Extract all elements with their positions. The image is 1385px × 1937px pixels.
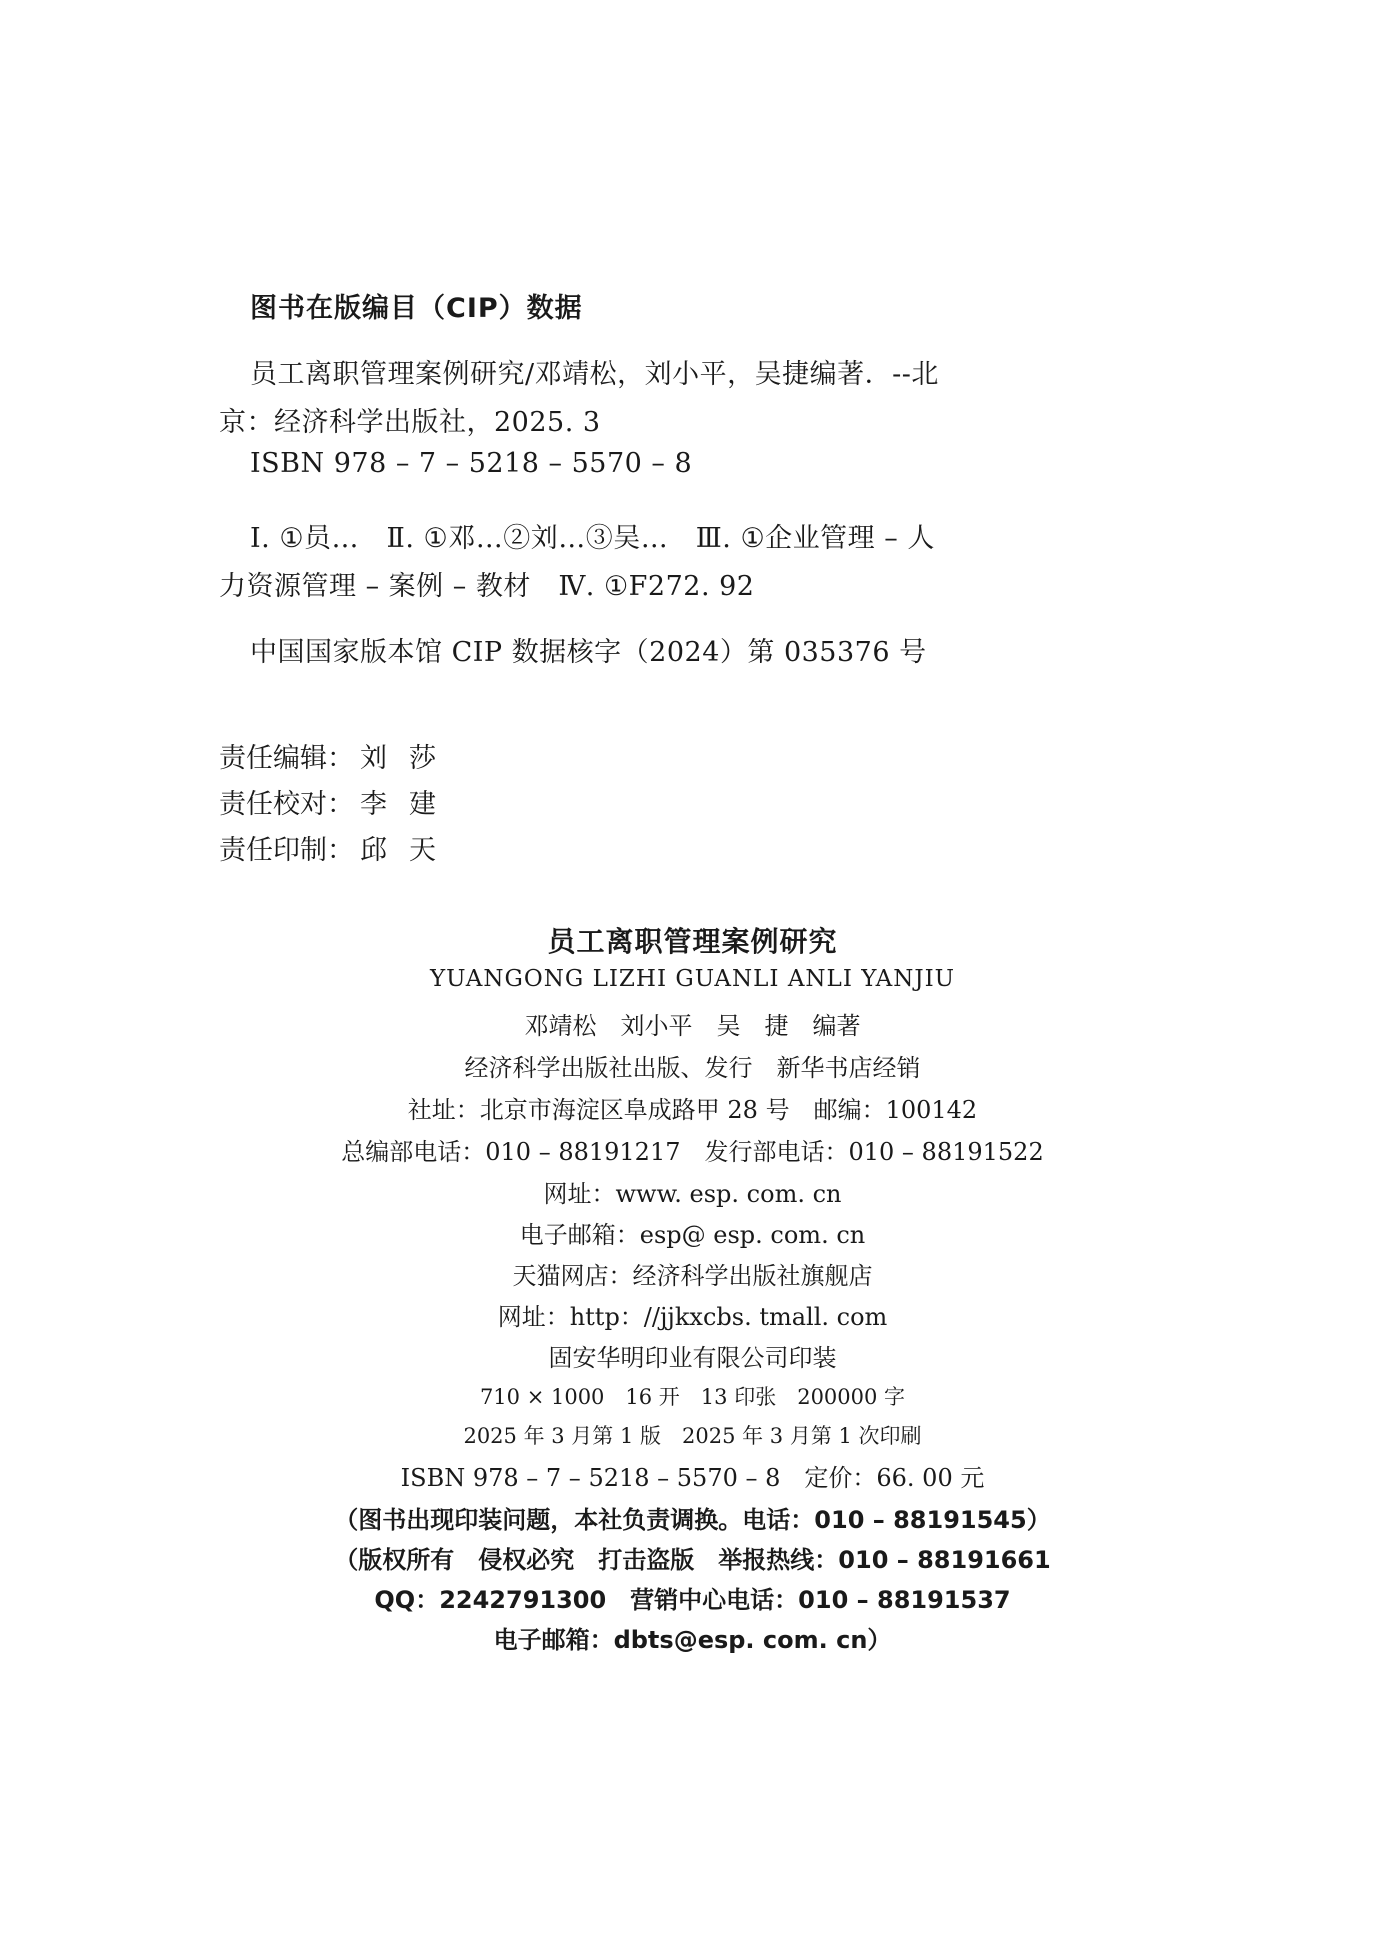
colophon-email: 电子邮箱：esp@ esp. com. cn xyxy=(519,1221,866,1249)
cip-title-line: 员工离职管理案例研究/邓靖松，刘小平，吴捷编著．--北 xyxy=(250,359,939,390)
colophon-website: 网址：www. esp. com. cn xyxy=(543,1180,842,1208)
staff-name: 刘莎 xyxy=(360,743,458,774)
staff-printing xyxy=(219,828,458,867)
colophon-authors: 邓靖松 刘小平 吴 捷 编著 xyxy=(524,1012,861,1040)
colophon-phones: 总编部电话：010 – 88191217 发行部电话：010 – 88191522 xyxy=(341,1138,1044,1166)
colophon-notice-copyright: （版权所有 侵权必究 打击盗版 举报热线：010 – 88191661 xyxy=(334,1546,1051,1574)
colophon-title: 员工离职管理案例研究 xyxy=(547,925,838,958)
staff-proofreader xyxy=(219,782,458,821)
staff-label: 责任编辑： xyxy=(219,743,354,774)
staff-name: 李建 xyxy=(360,789,458,820)
cip-classification-line2: 力资源管理 – 案例 – 教材 Ⅳ. ①F272. 92 xyxy=(219,571,755,602)
colophon-notice-exchange: （图书出现印装问题，本社负责调换。电话：010 – 88191545） xyxy=(334,1506,1051,1534)
colophon-tmall-url: 网址：http：//jjkxcbs. tmall. com xyxy=(497,1303,888,1331)
colophon-notice-email: 电子邮箱：dbts@esp. com. cn） xyxy=(493,1626,892,1654)
colophon-tmall-store: 天猫网店：经济科学出版社旗舰店 xyxy=(512,1262,873,1290)
colophon-pinyin: YUANGONG LIZHI GUANLI ANLI YANJIU xyxy=(429,966,956,992)
colophon-publisher: 经济科学出版社出版、发行 新华书店经销 xyxy=(464,1054,921,1082)
staff-label: 责任印制： xyxy=(219,835,354,866)
staff-editor xyxy=(219,736,458,775)
cip-publisher-line: 京：经济科学出版社，2025. 3 xyxy=(219,407,601,438)
colophon-format: 710 × 1000 16 开 13 印张 200000 字 xyxy=(479,1385,906,1409)
colophon-notice-qq: QQ：2242791300 营销中心电话：010 – 88191537 xyxy=(374,1586,1011,1614)
staff-label: 责任校对： xyxy=(219,789,354,820)
cip-isbn: ISBN 978 – 7 – 5218 – 5570 – 8 xyxy=(250,448,693,479)
colophon-printer: 固安华明印业有限公司印装 xyxy=(548,1344,837,1372)
colophon-edition: 2025 年 3 月第 1 版 2025 年 3 月第 1 次印刷 xyxy=(463,1424,922,1448)
cip-record-number: 中国国家版本馆 CIP 数据核字（2024）第 035376 号 xyxy=(250,637,927,668)
cip-classification-line1: Ⅰ. ①员… Ⅱ. ①邓…②刘…③吴… Ⅲ. ①企业管理 – 人 xyxy=(250,523,935,554)
staff-name: 邱天 xyxy=(360,835,458,866)
cip-heading: 图书在版编目（CIP）数据 xyxy=(250,293,583,324)
colophon-address: 社址：北京市海淀区阜成路甲 28 号 邮编：100142 xyxy=(407,1096,978,1124)
colophon-isbn-price: ISBN 978 – 7 – 5218 – 5570 – 8 定价：66. 00 元 xyxy=(400,1464,985,1492)
